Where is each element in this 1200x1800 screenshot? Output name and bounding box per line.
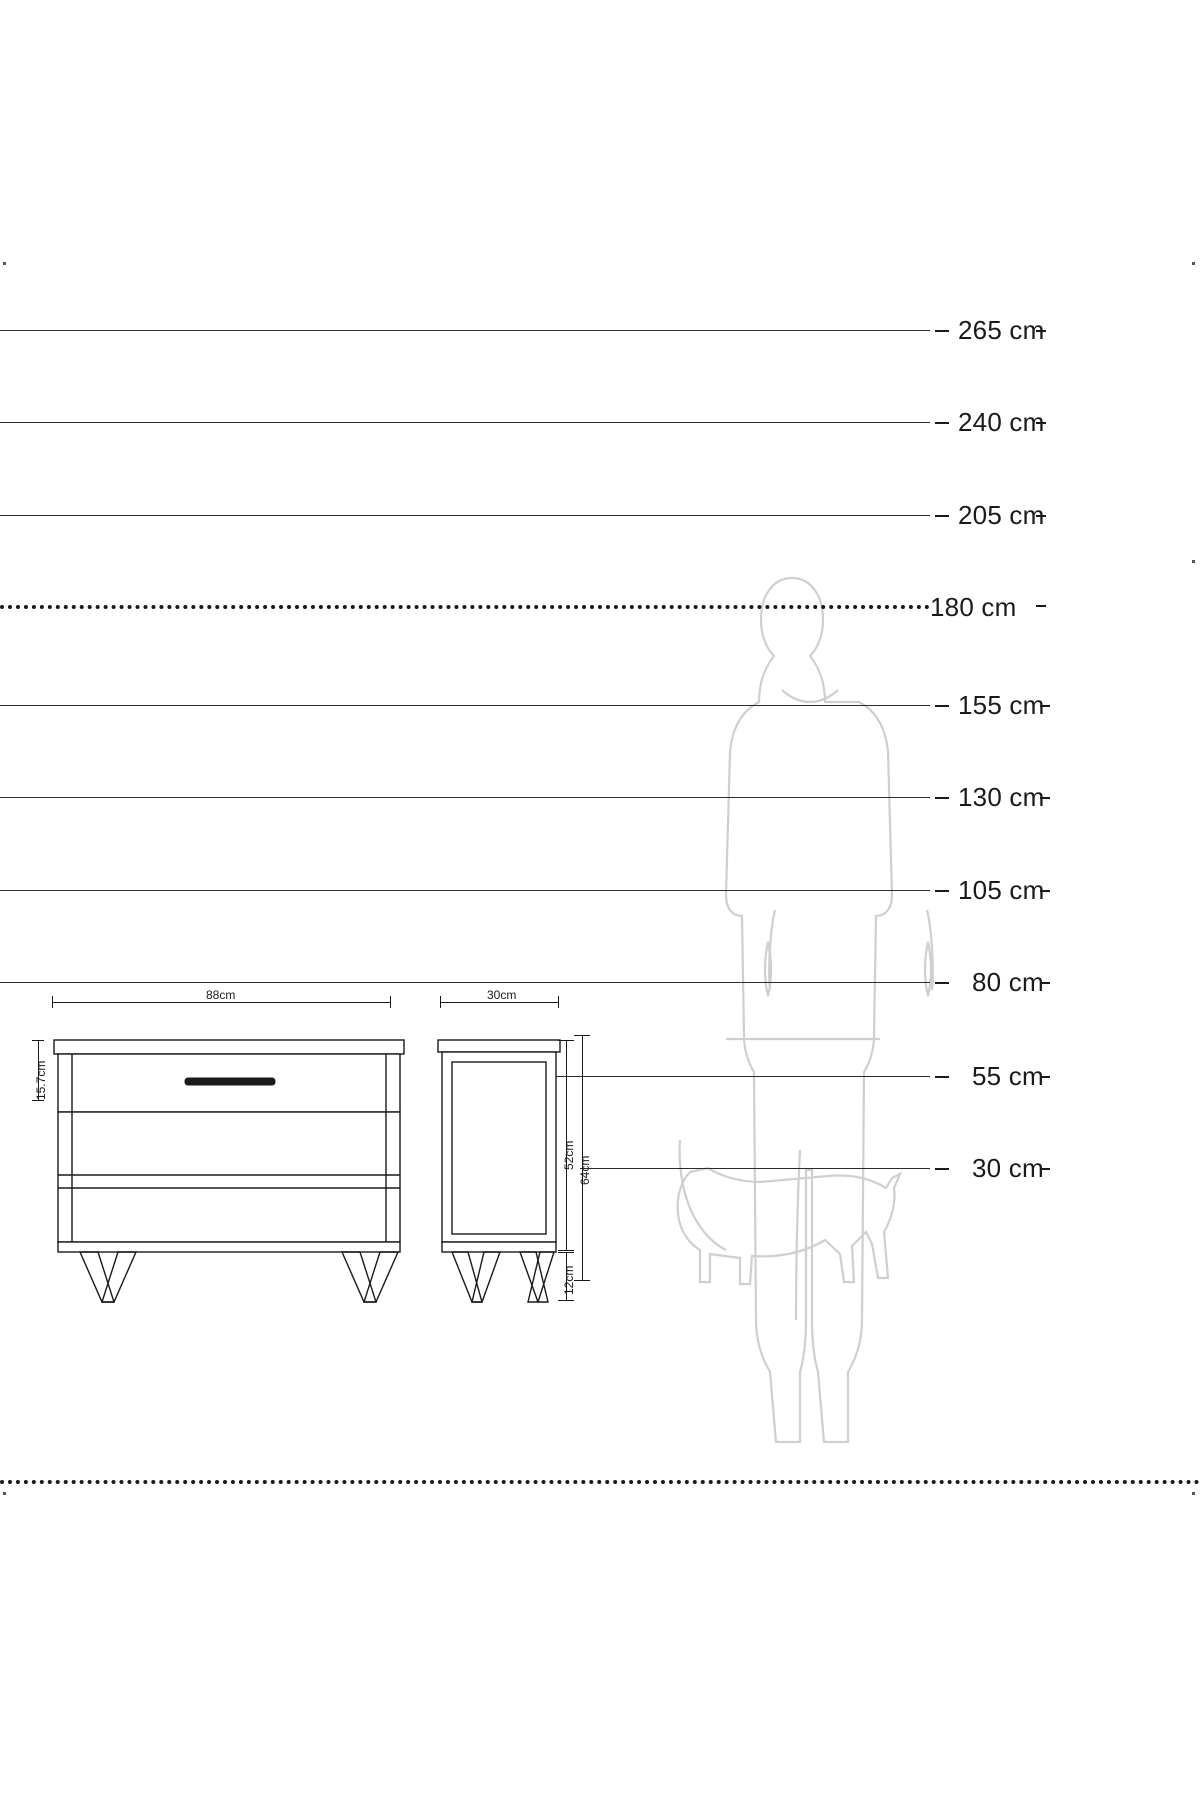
tick-end-205 (1036, 515, 1046, 517)
scale-label-30: 30 cm (972, 1153, 1044, 1183)
tick-end-155 (1040, 705, 1050, 707)
nightstand-width-tick-right (558, 996, 559, 1008)
nightstand-body-height-label: 52cm (562, 1140, 576, 1170)
scale-label-180: 180 cm (930, 592, 1017, 622)
sideboard-width-tick-right (390, 996, 391, 1008)
nightstand-width-dimension-line (440, 1002, 558, 1003)
tick-end-240 (1036, 422, 1046, 424)
scale-line-55 (555, 1076, 930, 1077)
drawer-height-tick-top (32, 1040, 44, 1041)
sideboard-width-label: 88cm (203, 988, 238, 1002)
tick-205 (935, 515, 949, 517)
sideboard-cabinet (40, 1030, 440, 1500)
scale-line-180-dotted (0, 605, 930, 609)
scale-line-155 (0, 705, 930, 706)
tick-end-105 (1040, 890, 1050, 892)
tick-30 (935, 1168, 949, 1170)
tick-end-55 (1040, 1076, 1050, 1078)
scale-label-105: 105 cm (958, 875, 1045, 905)
leg-height-tick-top (558, 1252, 574, 1253)
tick-55 (935, 1076, 949, 1078)
scale-label-205: 205 cm (958, 500, 1045, 530)
scale-label-155: 155 cm (958, 690, 1045, 720)
scale-label-80: 80 cm (972, 967, 1044, 997)
scale-line-130 (0, 797, 930, 798)
scale-line-205 (0, 515, 930, 516)
nightstand-body-height-tick-bottom (558, 1250, 574, 1251)
tick-end-180 (1036, 605, 1046, 607)
scale-line-105 (0, 890, 930, 891)
drawer-height-tick-bottom (32, 1100, 44, 1101)
nightstand-total-height-tick-bottom (574, 1280, 590, 1281)
tick-265 (935, 330, 949, 332)
tick-105 (935, 890, 949, 892)
scale-line-265 (0, 330, 930, 331)
nightstand-body-height-tick-top (558, 1040, 574, 1041)
nightstand-width-label: 30cm (484, 988, 519, 1002)
leg-height-tick-bottom (558, 1300, 574, 1301)
tick-end-30 (1040, 1168, 1050, 1170)
scale-line-80 (0, 982, 930, 983)
tick-end-265 (1036, 330, 1046, 332)
scale-line-240 (0, 422, 930, 423)
tick-end-130 (1040, 797, 1050, 799)
cat-silhouette (678, 1140, 900, 1284)
nightstand-total-height-label: 64cm (578, 1155, 592, 1185)
leg-height-label: 12cm (562, 1265, 576, 1295)
sideboard-width-dimension-line (52, 1002, 390, 1003)
drawer-height-label: 15.7cm (34, 1060, 48, 1100)
tick-80 (935, 982, 949, 984)
scale-label-240: 240 cm (958, 407, 1045, 437)
nightstand-width-tick-left (440, 996, 441, 1008)
sideboard-width-tick-left (52, 996, 53, 1008)
human-silhouette (726, 578, 933, 1442)
scale-label-55: 55 cm (972, 1061, 1044, 1091)
scale-label-265: 265 cm (958, 315, 1045, 345)
tick-155 (935, 705, 949, 707)
scale-line-30 (580, 1168, 930, 1169)
nightstand-total-height-tick-top (574, 1035, 590, 1036)
tick-130 (935, 797, 949, 799)
tick-240 (935, 422, 949, 424)
scale-label-130: 130 cm (958, 782, 1045, 812)
tick-end-80 (1040, 982, 1050, 984)
